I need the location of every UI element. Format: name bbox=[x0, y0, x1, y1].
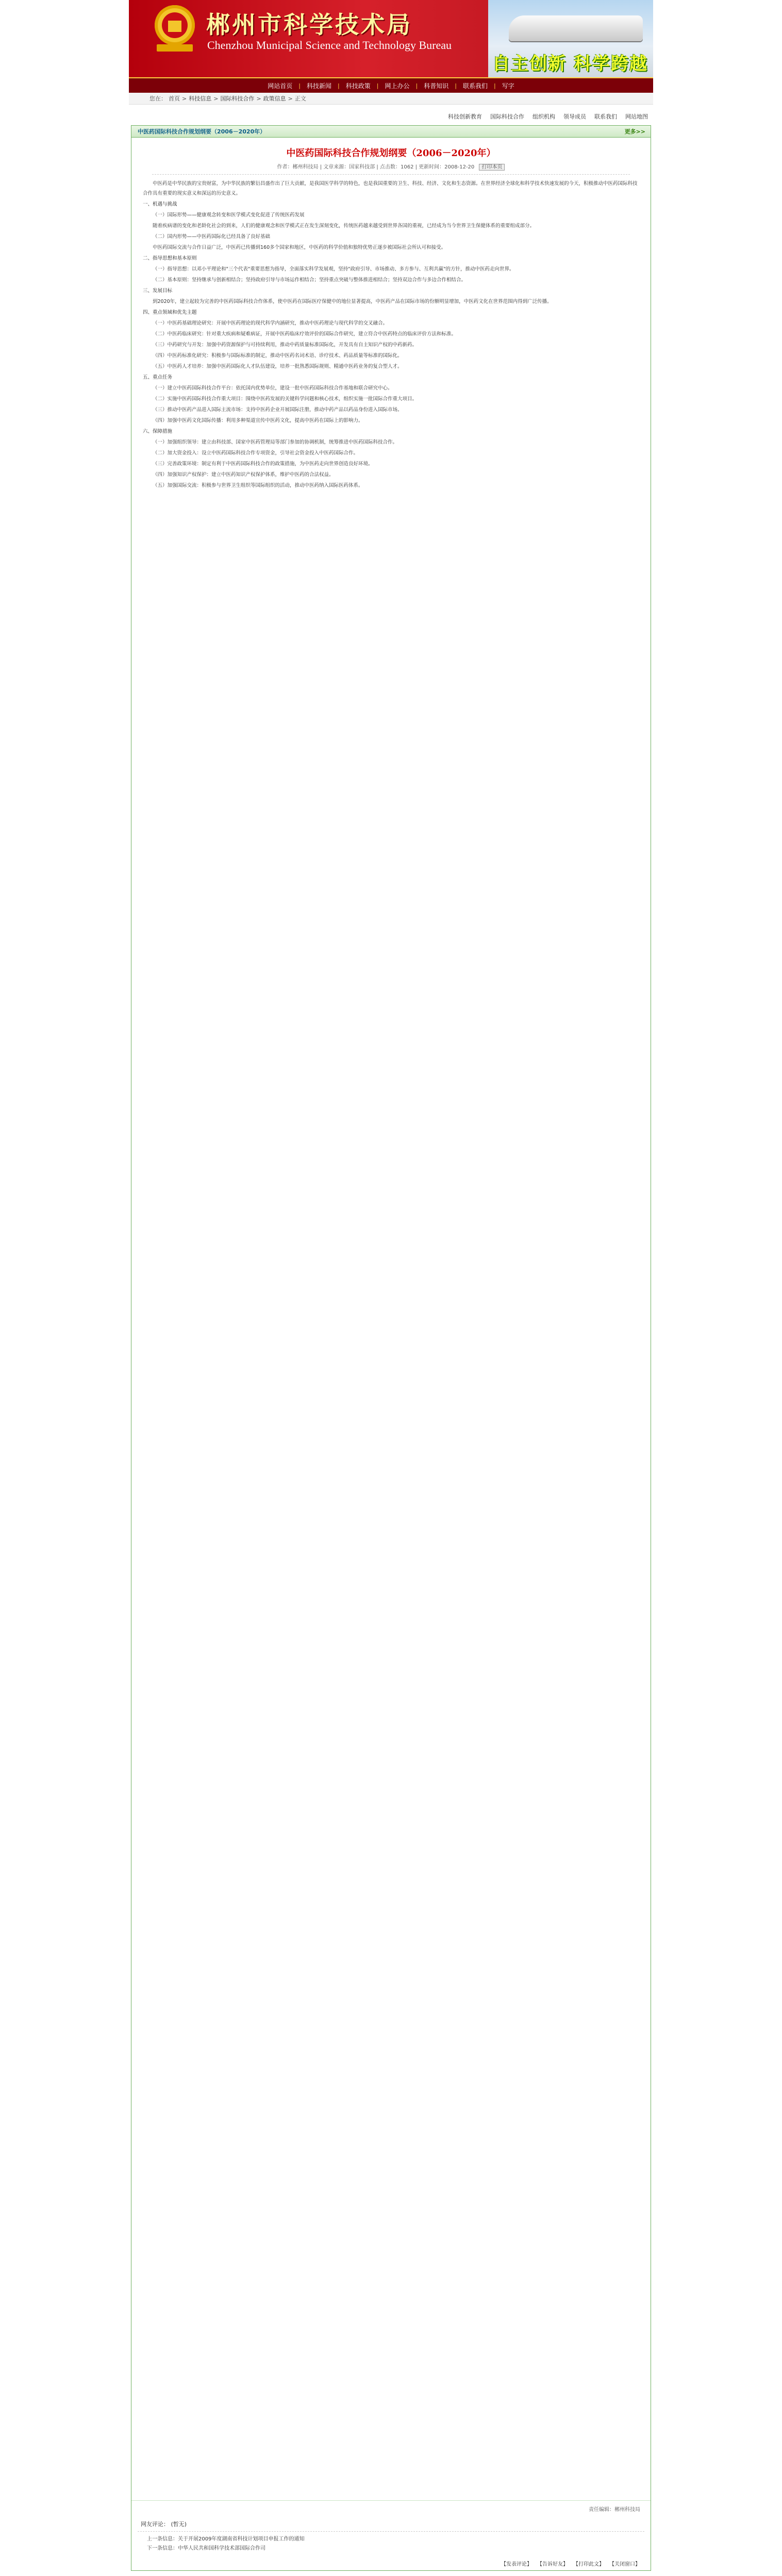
national-emblem-icon bbox=[155, 5, 195, 54]
article-actions bbox=[131, 2556, 651, 2570]
article-heading: 五、重点任务 bbox=[143, 375, 173, 380]
breadcrumb: 您在： 首页 > 科技信息 > 国际科技合作 > 政策信息 > 正文 bbox=[129, 93, 653, 105]
nav-item-news[interactable]: 科技新闻 bbox=[307, 82, 332, 90]
editor-text: 责任编辑：郴州科技局 bbox=[589, 2507, 640, 2513]
article-paragraph: （三）推动中医药产品进入国际主流市场：支持中医药企业开展国际注册，推动中药产品以药品身份进入国际市场。 bbox=[153, 407, 403, 413]
site-title-cn: 郴州市科学技术局 bbox=[206, 11, 412, 39]
article-heading: 四、重点领域和优先主题 bbox=[143, 310, 197, 315]
comment-label: 网友评论： bbox=[141, 2521, 169, 2528]
main-nav: 网站首页 | 科技新闻 | 科技政策 | 网上办公 | 科普知识 | 联系我们 | 写字 bbox=[129, 77, 653, 93]
article-box bbox=[131, 125, 651, 2571]
close-action[interactable]: 【关闭窗口】 bbox=[609, 2562, 640, 2567]
sub-link[interactable]: 网站地图 bbox=[625, 113, 648, 120]
article-meta-text: 作者：郴州科技局 | 文章来源：国家科技部 | 点击数：1062 | 更新时间：2008-12-20 bbox=[277, 164, 475, 170]
sub-link[interactable]: 国际科技合作 bbox=[490, 113, 524, 120]
article-body bbox=[131, 175, 651, 490]
article-paragraph: （二）国内形势——中医药国际化已经具备了良好基础 bbox=[153, 234, 271, 240]
breadcrumb-item[interactable]: 科技信息 bbox=[189, 95, 212, 102]
related-articles bbox=[131, 2532, 651, 2556]
share-action[interactable]: 【告诉好友】 bbox=[537, 2562, 568, 2567]
comment-action[interactable]: 【发表评论】 bbox=[501, 2562, 532, 2567]
sub-links bbox=[129, 111, 653, 122]
site-header bbox=[129, 0, 653, 77]
article-heading: 二、指导思想和基本原则 bbox=[143, 256, 197, 261]
article-footer bbox=[131, 2500, 651, 2570]
print-button[interactable]: 打印本页 bbox=[479, 164, 505, 171]
box-title-text: 中医药国际科技合作规划纲要（2006－2020年） bbox=[138, 128, 266, 135]
print-action[interactable]: 【打印此文】 bbox=[573, 2562, 604, 2567]
more-link[interactable]: 更多>> bbox=[624, 128, 645, 135]
nav-item-office[interactable]: 网上办公 bbox=[385, 82, 410, 90]
article-paragraph: （一）建立中医药国际科技合作平台：依托国内优势单位，建设一批中医药国际科技合作基地和联合研究中心。 bbox=[153, 385, 393, 391]
article-paragraph: （四）中医药标准化研究：积极参与国际标准的制定，推动中医药名词术语、诊疗技术、药品质量等标准的国际化。 bbox=[153, 353, 403, 359]
nav-item-write[interactable]: 写字 bbox=[502, 82, 514, 90]
header-slogan: 自主创新 科学跨越 bbox=[492, 54, 648, 74]
article-paragraph: （三）中药研究与开发：加强中药资源保护与可持续利用，推动中药质量标准国际化，开发具有自主知识产权的中药新药。 bbox=[153, 342, 418, 348]
article-paragraph: （五）中医药人才培养：加强中医药国际化人才队伍建设，培养一批熟悉国际规则、精通中医药业务的复合型人才。 bbox=[153, 364, 403, 369]
article-paragraph: 到2020年，建立起较为完善的中医药国际科技合作体系，使中医药在国际医疗保健中的地位显著提高，中医药产品在国际市场的份额明显增加，中医药文化在世界范围内得到广泛传播。 bbox=[153, 299, 552, 304]
site-title-en: Chenzhou Municipal Science and Technology Bureau bbox=[207, 39, 452, 52]
nav-item-contact[interactable]: 联系我们 bbox=[462, 82, 488, 90]
box-title bbox=[131, 126, 651, 138]
breadcrumb-item[interactable]: 国际科技合作 bbox=[220, 95, 255, 102]
article-paragraph: （四）加强中医药文化国际传播：利用多种渠道宣传中医药文化，提高中医药在国际上的影响力。 bbox=[153, 418, 363, 423]
editor-row bbox=[131, 2500, 651, 2517]
next-article-link[interactable]: 下一条信息：中华人民共和国科学技术部国际合作司 bbox=[147, 2546, 265, 2551]
article-paragraph: 中医药是中华民族的宝贵财富，为中华民族的繁衍昌盛作出了巨大贡献，是我国医学科学的特色，也是我国重要的卫生、科技、经济、文化和生态资源。在世界经济全球化和科学技术快速发展的今天，积极推动中医药国际科技合作具有重要的现实意义和深远的历史意义。 bbox=[143, 181, 638, 196]
article-paragraph: 随着疾病谱的变化和老龄化社会的到来，人们的健康观念和医学模式正在发生深刻变化，传统医药越来越受到世界各国的重视，已经成为当今世界卫生保健体系的重要组成部分。 bbox=[153, 223, 535, 229]
nav-item-popular-science[interactable]: 科普知识 bbox=[424, 82, 449, 90]
prev-article-link[interactable]: 上一条信息：关于开展2009年度湖南省科技计划项目申报工作的通知 bbox=[147, 2536, 305, 2542]
article-paragraph: （一）国际形势——健康观念转变和医学模式变化促进了传统医药发展 bbox=[153, 212, 305, 218]
article-meta bbox=[152, 162, 630, 175]
article-title: 中医药国际科技合作规划纲要（2006－2020年） bbox=[286, 148, 496, 159]
nav-item-policy[interactable]: 科技政策 bbox=[345, 82, 371, 90]
article-paragraph: （二）实施中医药国际科技合作重大项目：围绕中医药发展的关键科学问题和核心技术，组织实施一批国际合作重大项目。 bbox=[153, 396, 418, 402]
train-image bbox=[509, 15, 643, 41]
article-paragraph: 中医药国际交流与合作日益广泛，中医药已传播到160多个国家和地区，中医药的科学价值和独特优势正逐步被国际社会所认可和接受。 bbox=[153, 245, 446, 250]
comment-value: (暂无) bbox=[171, 2521, 187, 2528]
article-paragraph: （四）加强知识产权保护：建立中医药知识产权保护体系，维护中医药的合法权益。 bbox=[153, 472, 334, 478]
article-paragraph: （二）中医药临床研究：针对重大疾病和疑难病证，开展中医药临床疗效评价的国际合作研究，建立符合中医药特点的临床评价方法和标准。 bbox=[153, 331, 457, 337]
sub-link[interactable]: 领导成员 bbox=[563, 113, 586, 120]
sub-link[interactable]: 科技创新教育 bbox=[448, 113, 482, 120]
article-heading: 六、保障措施 bbox=[143, 429, 173, 434]
article-heading: 三、发展目标 bbox=[143, 288, 173, 294]
article-paragraph: （一）指导思想：以邓小平理论和"三个代表"重要思想为指导，全面落实科学发展观，坚持"政府引导、市场推动、多方参与、互利共赢"的方针，推动中医药走向世界。 bbox=[153, 266, 514, 272]
article-paragraph: （一）中医药基础理论研究：开展中医药理论的现代科学内涵研究，推动中医药理论与现代科学的交叉融合。 bbox=[153, 320, 388, 326]
breadcrumb-prefix: 您在： bbox=[149, 95, 167, 102]
comment-row bbox=[138, 2517, 644, 2532]
page bbox=[129, 0, 653, 2576]
header-banner bbox=[488, 0, 653, 77]
breadcrumb-current: 正文 bbox=[294, 95, 306, 102]
breadcrumb-item[interactable]: 首页 bbox=[169, 95, 180, 102]
article-paragraph: （二）加大资金投入：设立中医药国际科技合作专项资金，引导社会资金投入中医药国际合作。 bbox=[153, 450, 359, 456]
nav-item-home[interactable]: 网站首页 bbox=[268, 82, 293, 90]
article-paragraph: （一）加强组织领导：建立由科技部、国家中医药管理局等部门参加的协调机制，统筹推进中医药国际科技合作。 bbox=[153, 439, 398, 445]
sub-link[interactable]: 组织机构 bbox=[533, 113, 555, 120]
article-paragraph: （三）完善政策环境：制定有利于中医药国际科技合作的政策措施，为中医药走向世界创造良好环境。 bbox=[153, 461, 373, 467]
article-paragraph: （五）加强国际交流：积极参与世界卫生组织等国际组织的活动，推动中医药纳入国际医药体系。 bbox=[153, 483, 363, 488]
article-paragraph: （二）基本原则：坚持继承与创新相结合；坚持政府引导与市场运作相结合；坚持重点突破与整体推进相结合；坚持双边合作与多边合作相结合。 bbox=[153, 277, 467, 283]
breadcrumb-item[interactable]: 政策信息 bbox=[263, 95, 286, 102]
sub-link[interactable]: 联系我们 bbox=[594, 113, 617, 120]
article-heading: 一、机遇与挑战 bbox=[143, 201, 177, 207]
